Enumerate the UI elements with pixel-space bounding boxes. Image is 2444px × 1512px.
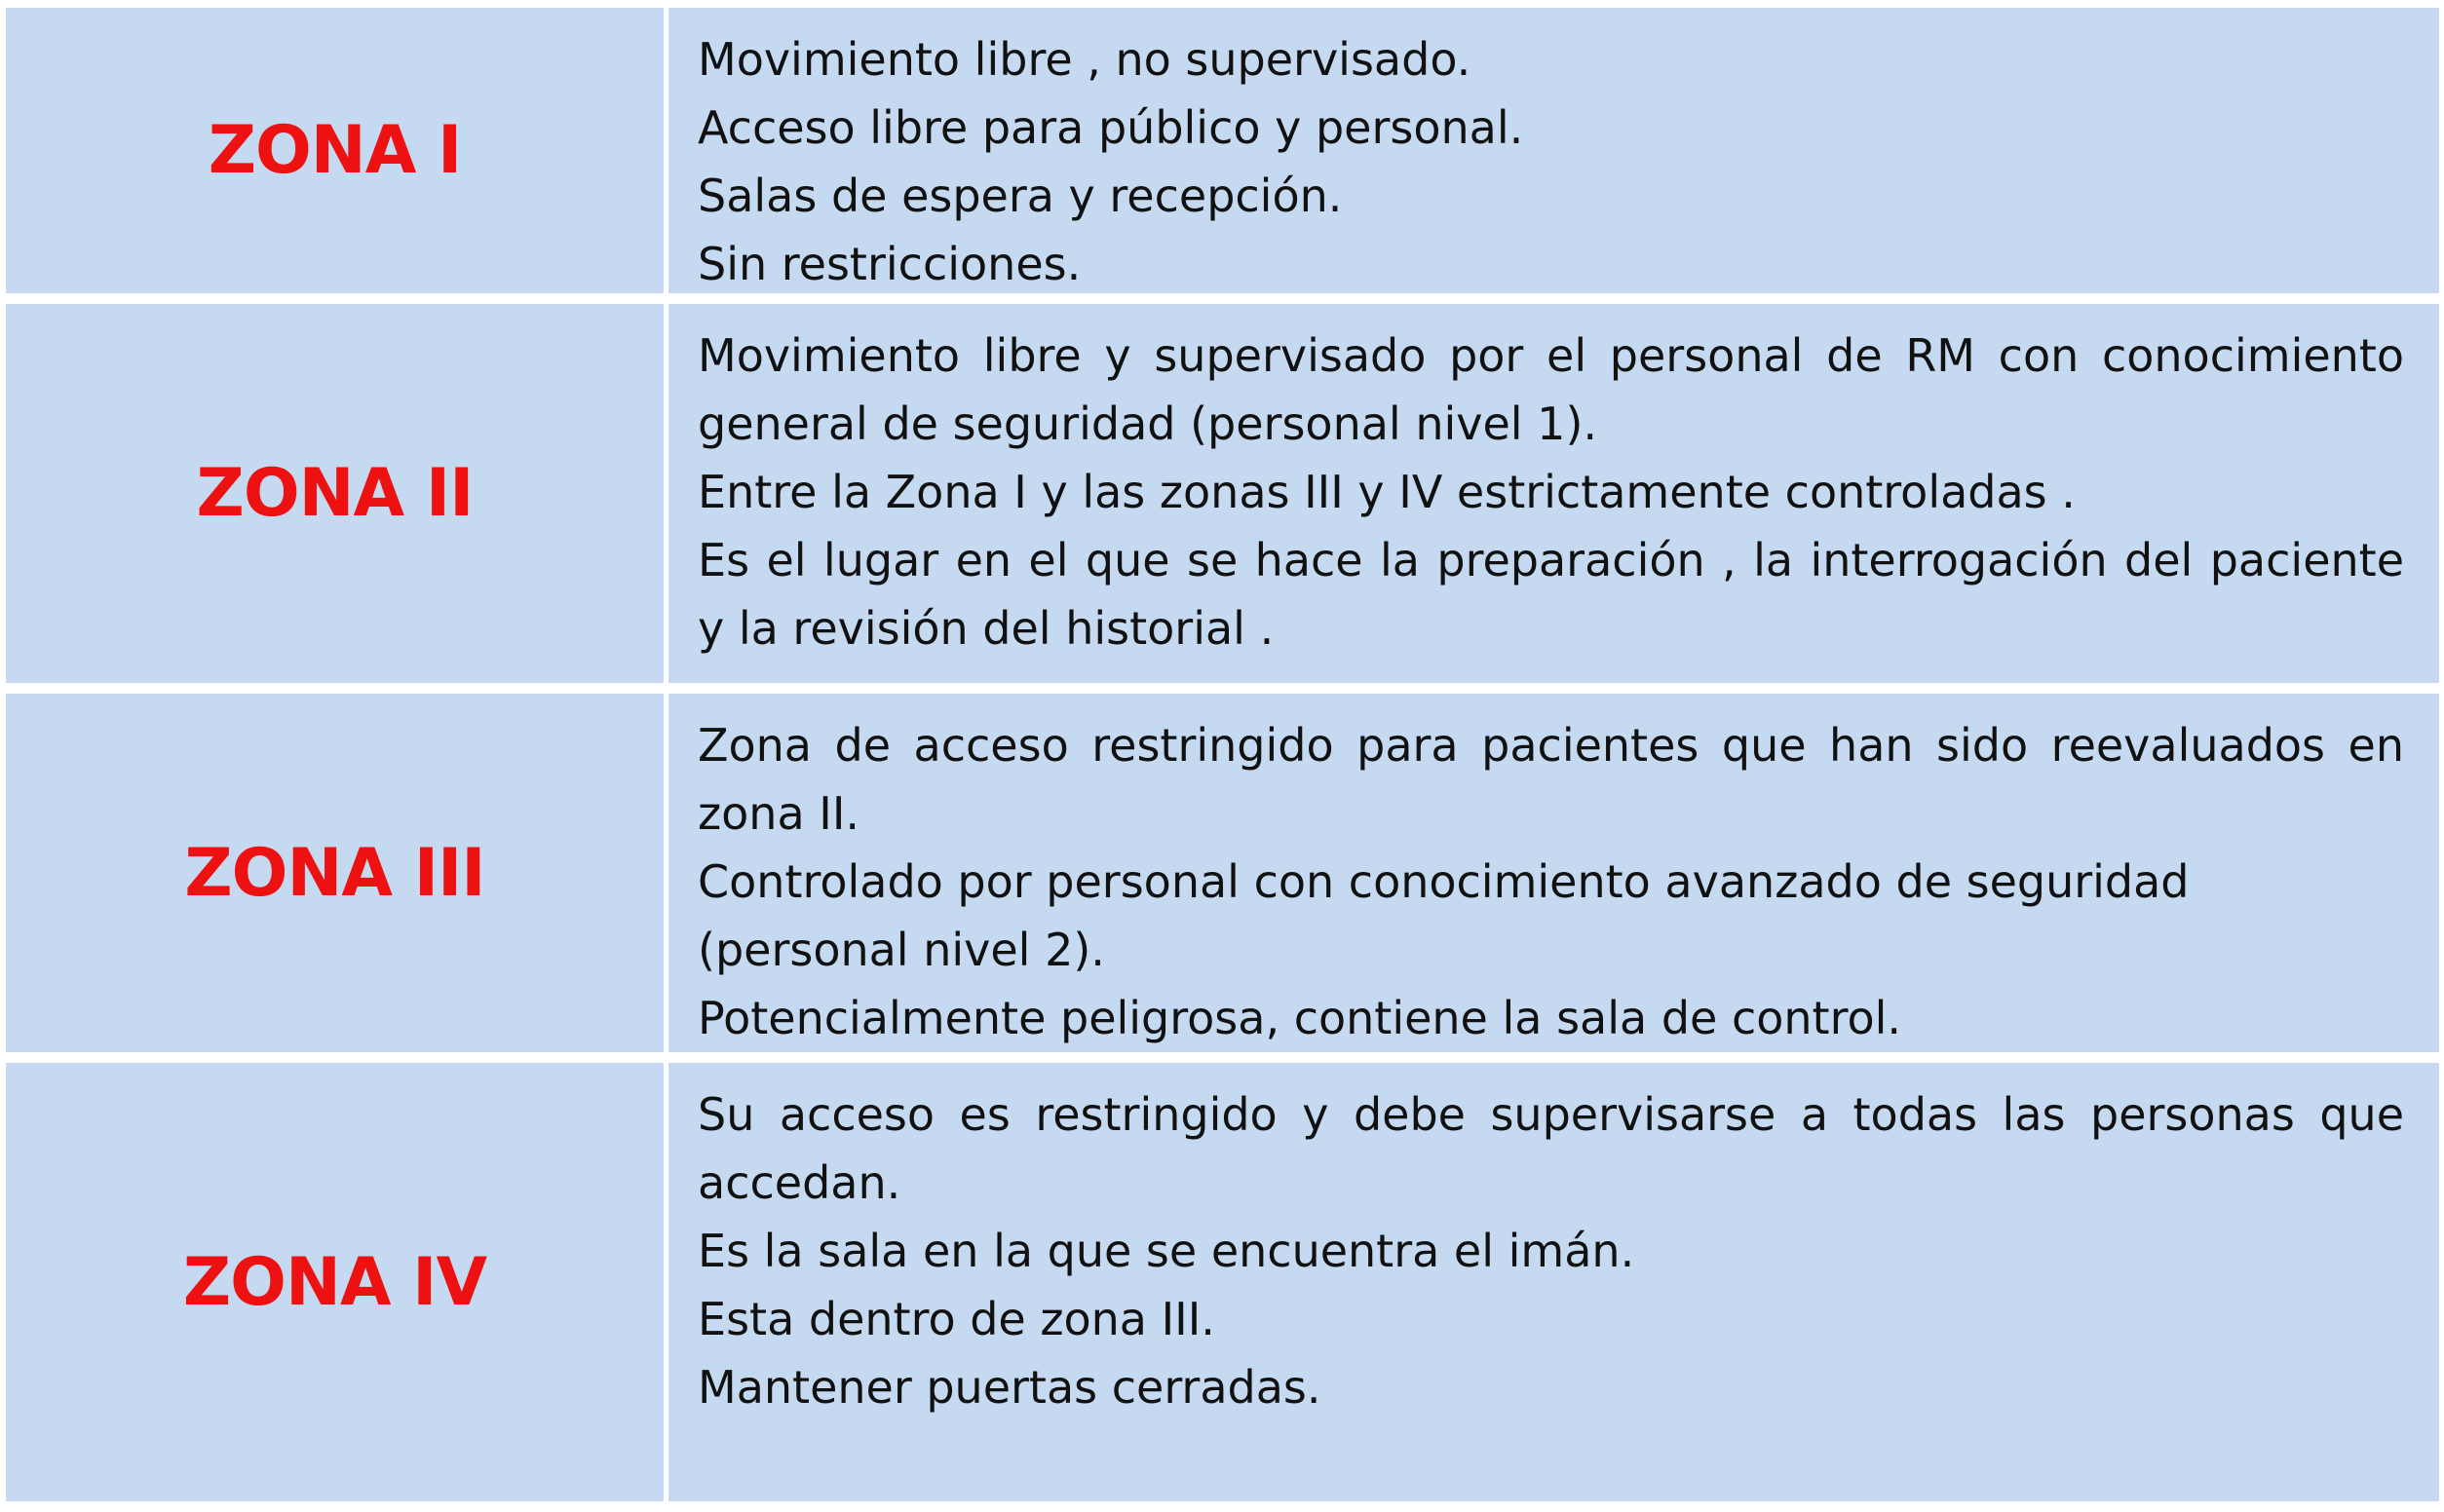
description-line: general de seguridad (personal nivel 1).: [698, 397, 1598, 450]
zone-label-cell: [0, 1063, 668, 1512]
description-line: Acceso libre para público y personal.: [698, 101, 1524, 154]
description-line: zona II.: [698, 787, 860, 840]
zone-description-cell: [668, 304, 2444, 694]
description-line: Movimiento libre y supervisado por el personal de RM con conocimiento: [698, 329, 2404, 382]
zone-label: ZONA II: [196, 455, 474, 532]
description-line: (personal nivel 2).: [698, 924, 1105, 976]
zone-label-cell: [0, 0, 668, 304]
description-line: Esta dentro de zona III.: [698, 1293, 1215, 1345]
description-line: Es el lugar en el que se hace la preparación , la interrogación del paciente: [698, 534, 2404, 586]
zone-label-cell: [0, 694, 668, 1063]
zone-description-cell: [668, 0, 2444, 304]
zone-label: ZONA I: [208, 112, 462, 189]
description-line: Controlado por personal con conocimiento avanzado de seguridad: [698, 855, 2190, 908]
description-line: accedan.: [698, 1156, 901, 1209]
zone-description-cell: [668, 1063, 2444, 1512]
description-line: Potencialmente peligrosa, contiene la sala de control.: [698, 992, 1902, 1044]
zone-description-cell: [668, 694, 2444, 1063]
zone-label-cell: [0, 304, 668, 694]
zone-label: ZONA III: [184, 834, 485, 912]
description-line: Movimiento libre , no supervisado.: [698, 33, 1471, 86]
description-line: Entre la Zona I y las zonas III y IV estrictamente controladas .: [698, 466, 2076, 518]
description-line: Zona de acceso restringido para pacientes que han sido reevaluados en: [698, 719, 2404, 772]
description-line: y la revisión del historial .: [698, 602, 1275, 655]
description-line: Su acceso es restringido y debe supervisarse a todas las personas que: [698, 1088, 2404, 1141]
description-line: Sin restricciones.: [698, 238, 1082, 290]
description-line: Mantener puertas cerradas.: [698, 1361, 1321, 1414]
description-line: Salas de espera y recepción.: [698, 170, 1343, 222]
description-line: Es la sala en la que se encuentra el imán.: [698, 1225, 1635, 1277]
zone-label: ZONA IV: [182, 1243, 487, 1321]
